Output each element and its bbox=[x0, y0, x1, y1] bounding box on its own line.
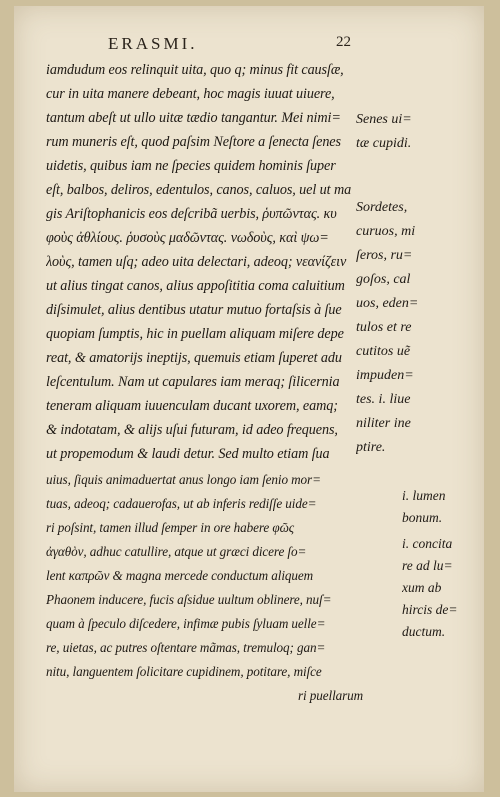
margin-note: i. lumen bbox=[402, 488, 446, 503]
margin-note: Senes ui= bbox=[356, 112, 412, 127]
text-line: uidetis, quibus iam ne ſpecies quidem hominis ſuper bbox=[46, 158, 336, 174]
text-line: re, uietas, ac putres oſtentare mãmas, tremuloq; gan= bbox=[46, 640, 326, 655]
margin-note: i. concita bbox=[402, 536, 453, 551]
text-line: rum muneris eſt, quod paſsim Neſtore a ſenecta ſenes bbox=[46, 134, 341, 150]
text-line: reat, & amatorijs ineptijs, quemuis etiam ſuperet adu bbox=[46, 350, 342, 366]
margin-note: bonum. bbox=[402, 510, 443, 525]
margin-note: tes. i. liue bbox=[356, 392, 411, 407]
margin-note: xum ab bbox=[402, 580, 442, 595]
text-line: ri puellarum bbox=[298, 688, 364, 703]
margin-note: Sordetes, bbox=[356, 200, 408, 215]
margin-note: ductum. bbox=[402, 624, 446, 639]
running-head: ERASMI. bbox=[108, 34, 198, 53]
text-line: leſcentulum. Nam ut capulares iam meraq; ſilicernia bbox=[46, 374, 340, 390]
text-line: lent καπρῶν & magna mercede conductum aliquem bbox=[46, 568, 314, 583]
text-line: teneram aliquam iuuenculam ducant uxorem, eamq; bbox=[46, 398, 338, 414]
margin-note: cutitos uẽ bbox=[356, 344, 411, 359]
text-line: cur in uita manere debeant, hoc magis iuuat uiuere, bbox=[46, 86, 335, 102]
page-header bbox=[14, 34, 484, 56]
text-line: gis Ariſtophanicis eos deſcribã uerbis, ῥυπῶντας. κυ bbox=[46, 206, 337, 222]
margin-note: tulos et re bbox=[356, 320, 412, 335]
margin-note: curuos, mi bbox=[356, 224, 416, 239]
text-line: eſt, balbos, deliros, edentulos, canos, caluos, uel ut ma bbox=[46, 182, 352, 198]
text-line: ἀγαθὸν, adhuc catullire, atque ut græci dicere ſo= bbox=[46, 544, 307, 559]
margin-note: ſeros, ru= bbox=[356, 248, 413, 263]
text-line: diſsimulet, alius dentibus utatur mutuo fortaſsis à ſue bbox=[46, 302, 342, 318]
margin-note: niliter ine bbox=[356, 416, 411, 431]
text-line: quopiam ſumptis, hic in puellam aliquam miſere depe bbox=[46, 326, 344, 342]
text-line: uius, ſiquis animaduertat anus longo iam ſenio mor= bbox=[46, 472, 321, 487]
margin-note: uos, eden= bbox=[356, 296, 419, 311]
text-line: nitu, languentem ſolicitare cupidinem, potitare, miſce bbox=[46, 664, 322, 679]
text-line: ri poſsint, tamen illud ſemper in ore habere φῶς bbox=[46, 520, 295, 535]
text-line: λοὺς, tamen uſq; adeo uita delectari, adeoq; νεανίζειν bbox=[46, 254, 347, 270]
text-line: φοὺς ἀθλίους. ῥυσοὺς μαδῶντας. νωδοὺς, καὶ ψω= bbox=[46, 230, 329, 246]
text-line: Phaonem inducere, fucis aſsidue uultum oblinere, nuſ= bbox=[46, 592, 332, 607]
margin-note: hircis de= bbox=[402, 602, 458, 617]
text-line: ut propemodum & laudi detur. Sed multo etiam ſua bbox=[46, 446, 330, 462]
margin-note: impuden= bbox=[356, 368, 414, 383]
page-number: 22 bbox=[336, 34, 351, 50]
margin-note: goſos, cal bbox=[356, 272, 411, 287]
margin-note: re ad lu= bbox=[402, 558, 453, 573]
text-line: tantum abeſt ut ullo uitæ tædio tangantur. Mei nimi= bbox=[46, 110, 341, 126]
text-line: quam à ſpeculo diſcedere, infimæ pubis ſyluam uelle= bbox=[46, 616, 326, 631]
text-line: ut alius tingat canos, alius appoſititia coma caluitium bbox=[46, 278, 345, 294]
margin-note: ptire. bbox=[356, 440, 386, 455]
text-line: iamdudum eos relinquit uita, quo q; minus fit causſæ, bbox=[46, 62, 344, 78]
text-line: & indotatam, & alijs uſui futuram, id adeo frequens, bbox=[46, 422, 338, 438]
text-line: tuas, adeoq; cadauerofas, ut ab inferis rediſſe uide= bbox=[46, 496, 317, 511]
book-page bbox=[14, 6, 484, 792]
margin-note: tæ cupidi. bbox=[356, 136, 412, 151]
